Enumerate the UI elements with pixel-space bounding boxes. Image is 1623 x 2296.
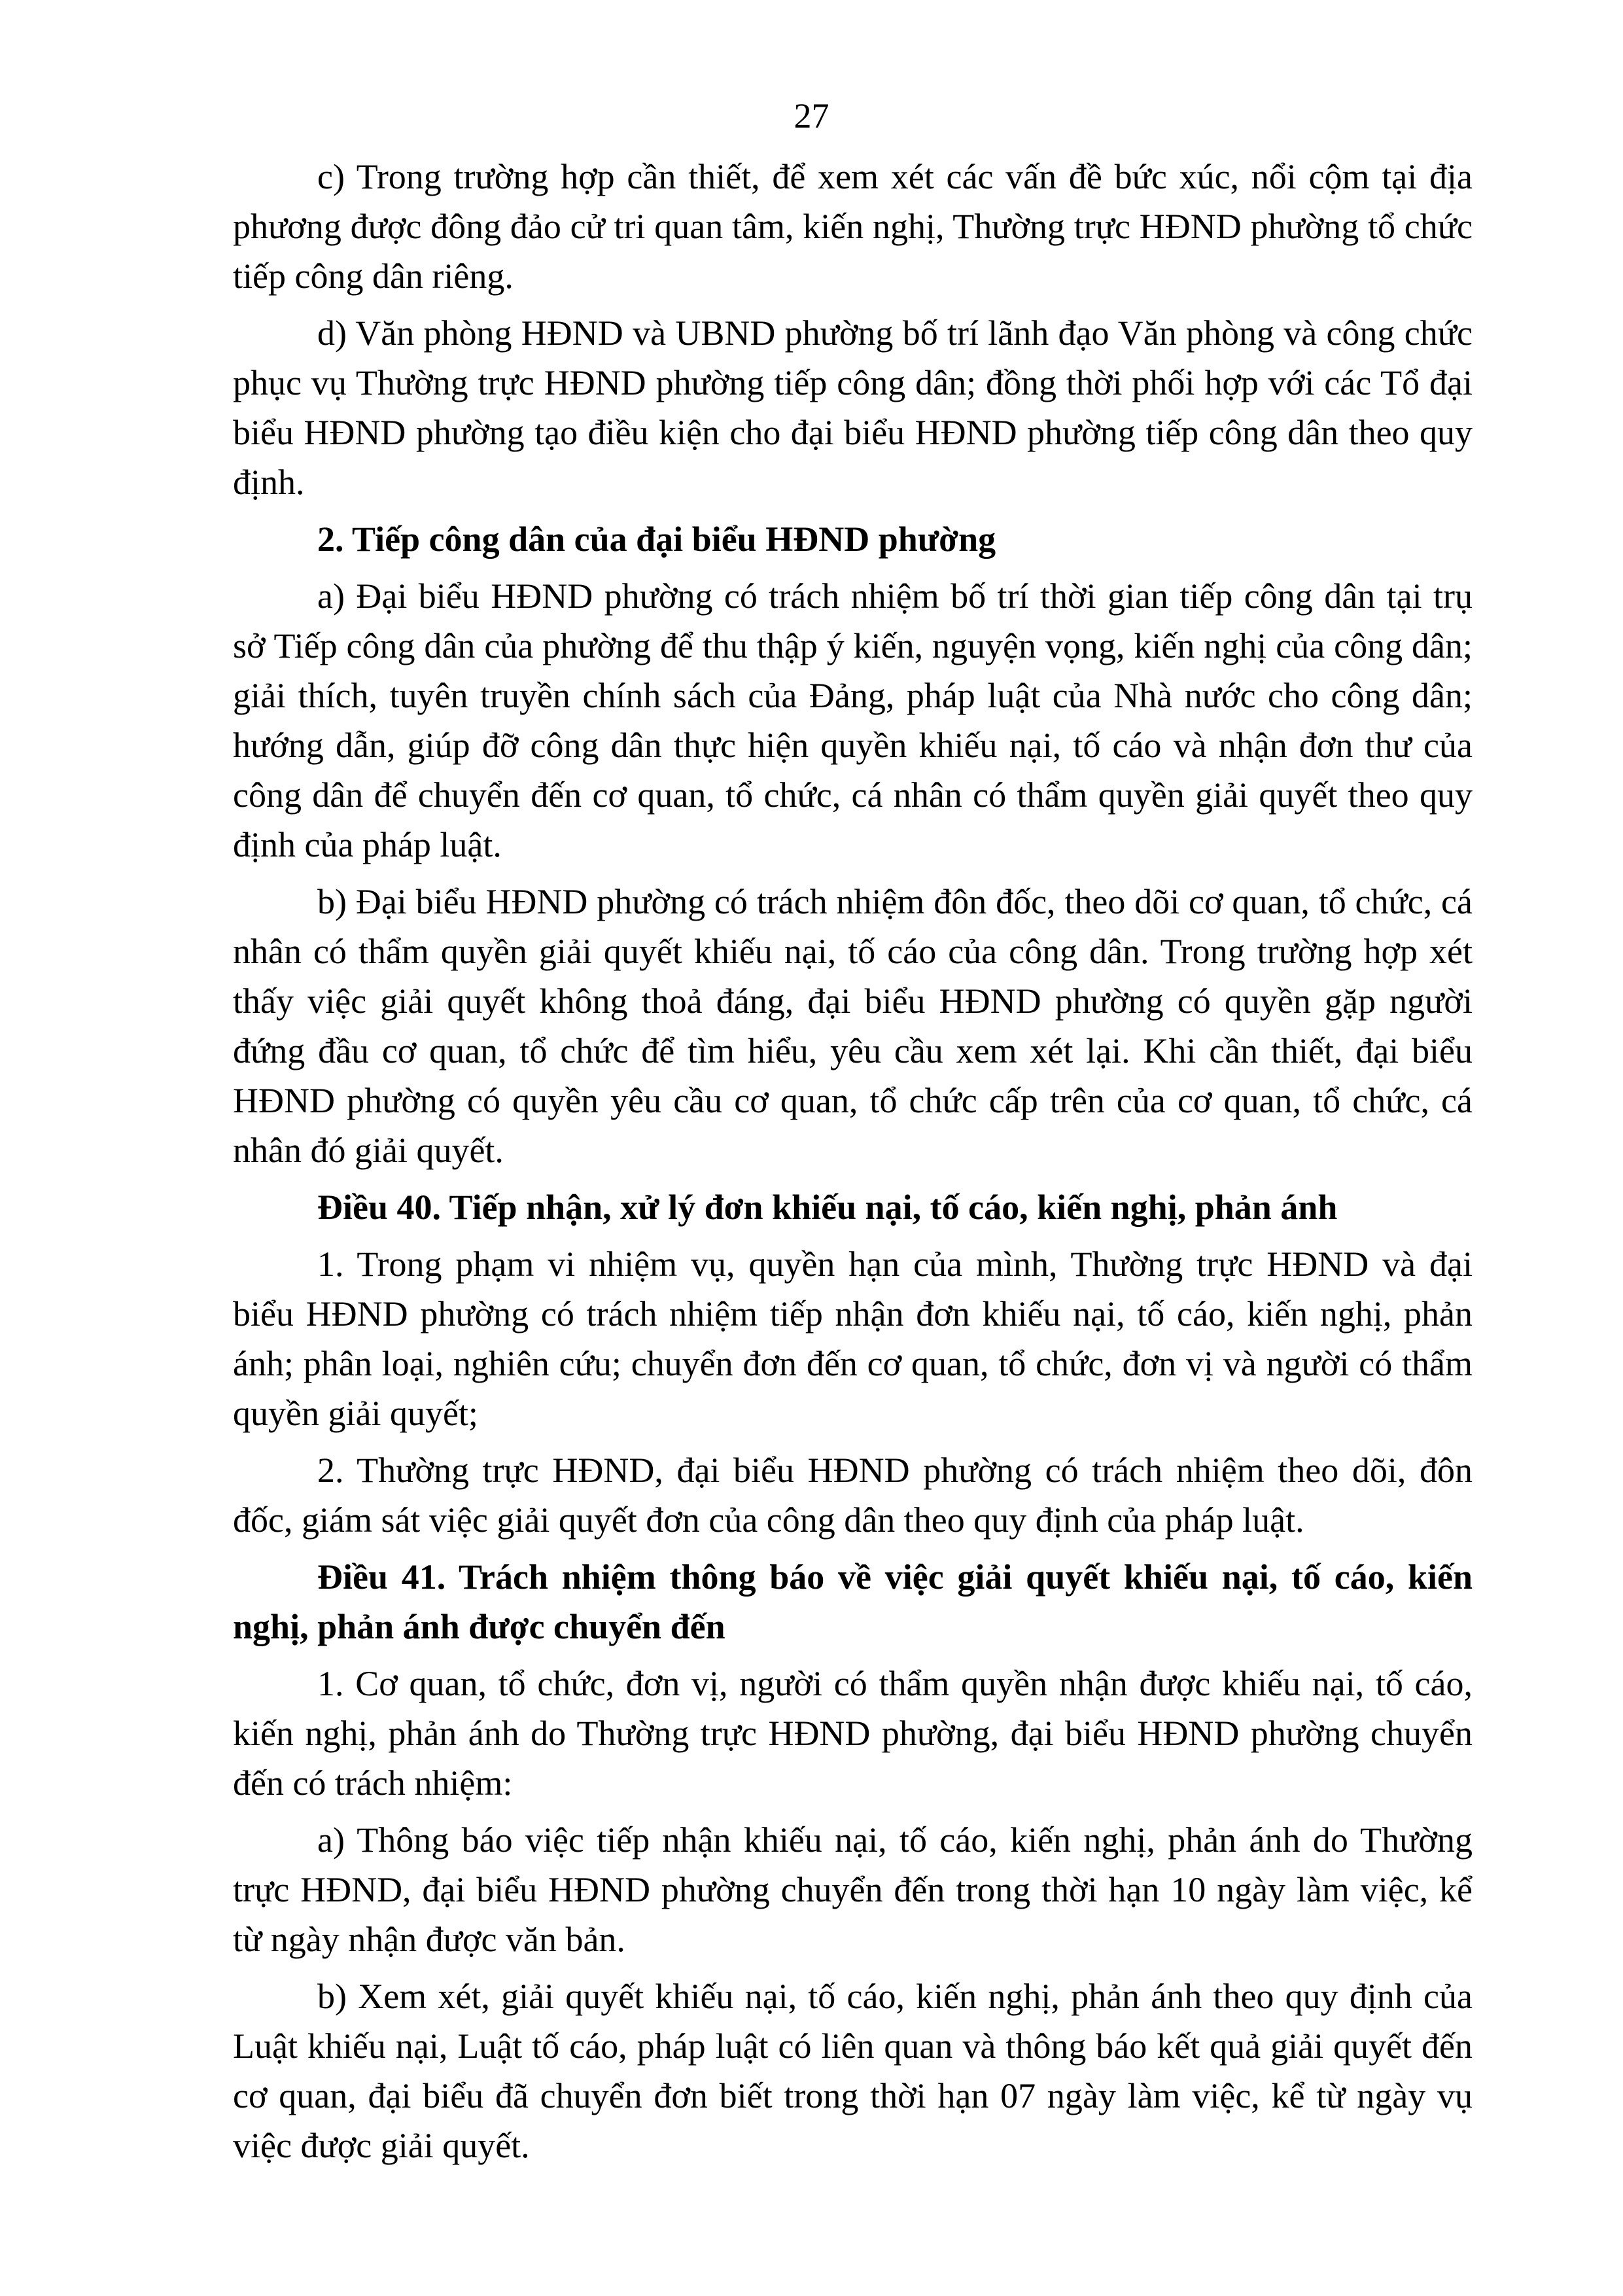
paragraph-dieu-40-khoan-2: 2. Thường trực HĐND, đại biểu HĐND phường có trách nhiệm theo dõi, đôn đốc, giám sát việc giải quyết đơn của công dân theo quy định của pháp luật. [233,1451,1473,1540]
paragraph-dieu-41-khoan-1: 1. Cơ quan, tổ chức, đơn vị, người có thẩm quyền nhận được khiếu nại, tố cáo, kiến nghị, phản ánh do Thường trực HĐND phường, đại biểu HĐND phường chuyển đến có trách nhiệm: [233,1664,1473,1803]
paragraph-dieu-41-diem-a: a) Thông báo việc tiếp nhận khiếu nại, tố cáo, kiến nghị, phản ánh do Thường trực HĐND, đại biểu HĐND phường chuyển đến trong thời hạn 10 ngày làm việc, kể từ ngày nhận được văn bản. [233,1820,1473,1959]
paragraph-a-dai-bieu: a) Đại biểu HĐND phường có trách nhiệm bố trí thời gian tiếp công dân tại trụ sở Tiếp công dân của phường để thu thập ý kiến, nguyện vọng, kiến nghị của công dân; giải thích, tuyên truyền chính sách của Đảng, pháp luật của Nhà nước cho công dân; hướng dẫn, giúp đỡ công dân thực hiện quyền khiếu nại, tố cáo và nhận đơn thư của công dân để chuyển đến cơ quan, tổ chức, cá nhân có thẩm quyền giải quyết theo quy định của pháp luật. [233,576,1473,864]
document-body [233,152,1473,2178]
paragraph-d-van-phong: d) Văn phòng HĐND và UBND phường bố trí lãnh đạo Văn phòng và công chức phục vụ Thường trực HĐND phường tiếp công dân; đồng thời phối hợp với các Tổ đại biểu HĐND phường tạo điều kiện cho đại biểu HĐND phường tiếp công dân theo quy định. [233,313,1473,502]
section-heading-tiep-cong-dan: 2. Tiếp công dân của đại biểu HĐND phường [317,520,996,559]
paragraph-dieu-40-khoan-1: 1. Trong phạm vi nhiệm vụ, quyền hạn của mình, Thường trực HĐND và đại biểu HĐND phường có trách nhiệm tiếp nhận đơn khiếu nại, tố cáo, kiến nghị, phản ánh; phân loại, nghiên cứu; chuyển đơn đến cơ quan, tổ chức, đơn vị và người có thẩm quyền giải quyết; [233,1245,1473,1433]
paragraph-b-dai-bieu: b) Đại biểu HĐND phường có trách nhiệm đôn đốc, theo dõi cơ quan, tổ chức, cá nhân có thẩm quyền giải quyết khiếu nại, tố cáo của công dân. Trong trường hợp xét thấy việc giải quyết không thoả đáng, đại biểu HĐND phường có quyền gặp người đứng đầu cơ quan, tổ chức để tìm hiểu, yêu cầu xem xét lại. Khi cần thiết, đại biểu HĐND phường có quyền yêu cầu cơ quan, tổ chức cấp trên của cơ quan, tổ chức, cá nhân đó giải quyết. [233,882,1473,1170]
paragraph-dieu-41-diem-b: b) Xem xét, giải quyết khiếu nại, tố cáo, kiến nghị, phản ánh theo quy định của Luật khiếu nại, Luật tố cáo, pháp luật có liên quan và thông báo kết quả giải quyết đến cơ quan, đại biểu đã chuyển đơn biết trong thời hạn 07 ngày làm việc, kể từ ngày vụ việc được giải quyết. [233,1977,1473,2165]
page-number: 27 [794,96,829,135]
article-heading-dieu-41: Điều 41. Trách nhiệm thông báo về việc giải quyết khiếu nại, tố cáo, kiến nghị, phản ánh được chuyển đến [233,1557,1473,1646]
article-heading-dieu-40: Điều 40. Tiếp nhận, xử lý đơn khiếu nại, tố cáo, kiến nghị, phản ánh [317,1188,1338,1227]
paragraph-c-tiep-cong-dan-rieng: c) Trong trường hợp cần thiết, để xem xét các vấn đề bức xúc, nổi cộm tại địa phương được đông đảo cử tri quan tâm, kiến nghị, Thường trực HĐND phường tổ chức tiếp công dân riêng. [233,157,1473,296]
